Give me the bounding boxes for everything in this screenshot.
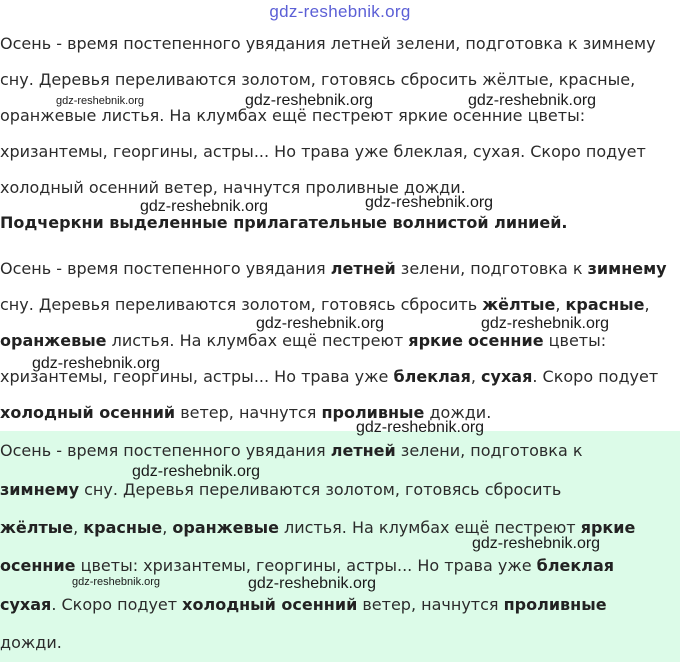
adjective: яркие	[408, 331, 463, 350]
answer-line-1: Осень - время постепенного увядания летней зелени, подготовка к	[0, 441, 583, 460]
adjective: сухая	[481, 367, 533, 386]
adjective: блеклая	[393, 367, 471, 386]
watermark: gdz-reshebnik.org	[365, 194, 494, 211]
adjective: осенние	[0, 556, 76, 575]
adjective: летней	[330, 441, 396, 460]
task-instruction: Подчеркни выделенные прилагательные волнистой линией.	[0, 213, 568, 232]
bold-text-line-3: оранжевые листья. На клумбах ещё пестреют яркие осенние цветы:	[0, 331, 607, 350]
adjective: зимнему	[587, 259, 667, 278]
adjective: оранжевые	[0, 331, 107, 350]
text-line-1: Осень - время постепенного увядания летней зелени, подготовка к зимнему	[0, 34, 656, 53]
adjective: проливные	[321, 403, 425, 422]
adjective: оранжевые	[172, 518, 279, 537]
watermark: gdz-reshebnik.org	[72, 576, 161, 588]
adjective: блеклая	[536, 556, 615, 575]
watermark: gdz-reshebnik.org	[481, 315, 610, 332]
watermark: gdz-reshebnik.org	[468, 92, 597, 109]
answer-line-3: жёлтые, красные, оранжевые листья. На клумбах ещё пестреют яркие	[0, 518, 636, 537]
answer-line-6: дожди.	[0, 633, 62, 652]
watermark: gdz-reshebnik.org	[132, 463, 261, 480]
adjective: проливные	[503, 595, 607, 614]
watermark: gdz-reshebnik.org	[356, 419, 485, 436]
adjective: сухая	[0, 595, 52, 614]
watermark: gdz-reshebnik.org	[256, 315, 385, 332]
adjective: красные	[565, 295, 645, 314]
text-line-4: хризантемы, георгины, астры... Но трава уже блеклая, сухая. Скоро подует	[0, 142, 646, 161]
answer-line-5: сухая. Скоро подует холодный осенний ветер, начнутся проливные	[0, 595, 607, 614]
text-line-3: оранжевые листья. На клумбах ещё пестреют яркие осенние цветы:	[0, 106, 586, 125]
adjective: жёлтые	[482, 295, 556, 314]
adjective: холодный осенний	[182, 595, 358, 614]
watermark: gdz-reshebnik.org	[248, 575, 377, 592]
bold-text-line-5: холодный осенний ветер, начнутся проливные дожди.	[0, 403, 492, 422]
watermark: gdz-reshebnik.org	[245, 92, 374, 109]
adjective: жёлтые	[0, 518, 74, 537]
bold-text-line-4: хризантемы, георгины, астры... Но трава уже блеклая, сухая. Скоро подует	[0, 367, 659, 386]
adjective: летней	[330, 259, 396, 278]
watermark: gdz-reshebnik.org	[140, 198, 269, 215]
adjective: яркие	[580, 518, 636, 537]
text-line-2: сну. Деревья переливаются золотом, готовясь сбросить жёлтые, красные,	[0, 70, 636, 89]
adjective: зимнему	[0, 480, 79, 499]
adjective: красные	[83, 518, 163, 537]
site-header-watermark: gdz-reshebnik.org	[269, 2, 411, 21]
watermark: gdz-reshebnik.org	[32, 355, 161, 372]
adjective: осенние	[468, 331, 544, 350]
adjective: холодный осенний	[0, 403, 176, 422]
answer-line-2: зимнему сну. Деревья переливаются золотом, готовясь сбросить	[0, 480, 562, 499]
bold-text-line-2: сну. Деревья переливаются золотом, готовясь сбросить жёлтые, красные,	[0, 295, 650, 314]
answer-line-4: осенние цветы: хризантемы, георгины, астры... Но трава уже блеклая	[0, 556, 615, 575]
bold-text-line-1: Осень - время постепенного увядания летней зелени, подготовка к зимнему	[0, 259, 667, 278]
watermark: gdz-reshebnik.org	[56, 95, 145, 107]
text-line-5: холодный осенний ветер, начнутся проливные дожди.	[0, 178, 466, 197]
watermark: gdz-reshebnik.org	[472, 535, 601, 552]
